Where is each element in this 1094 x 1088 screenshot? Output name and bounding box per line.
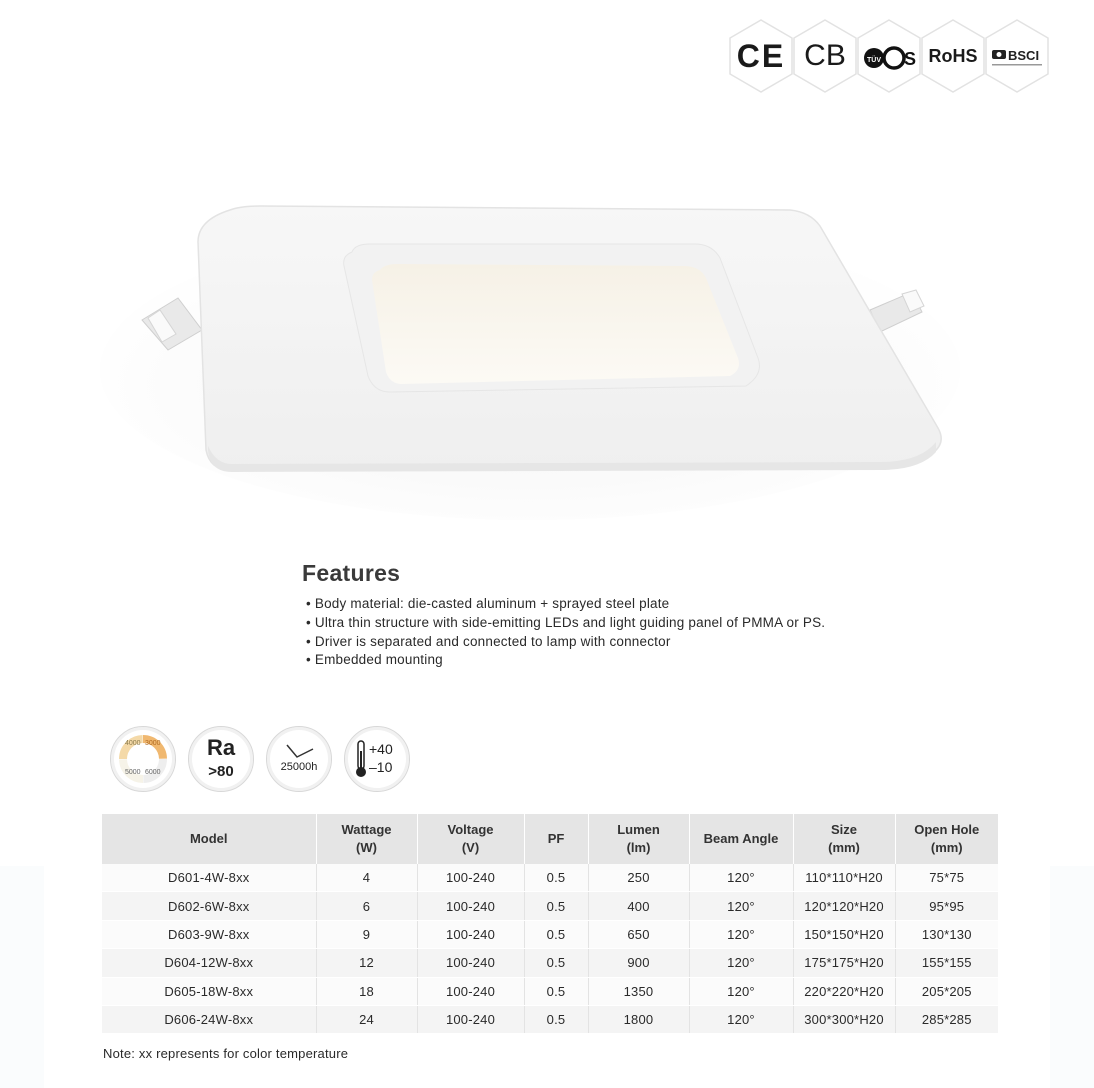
table-row xyxy=(102,892,998,920)
col-header-lumen: Lumen (lm) xyxy=(588,814,689,864)
spec-badges xyxy=(110,726,410,792)
col-header-model: Model xyxy=(102,814,316,864)
table-row xyxy=(102,949,998,977)
table-cell: 100-240 xyxy=(417,949,524,977)
table-cell: 900 xyxy=(588,949,689,977)
feature-item: • Ultra thin structure with side-emitting LEDs and light guiding panel of PMMA or PS. xyxy=(306,614,1002,633)
table-cell: 120° xyxy=(689,920,793,948)
table-cell: 12 xyxy=(316,949,417,977)
svg-text:S: S xyxy=(904,49,917,69)
table-cell: 120*120*H20 xyxy=(793,892,895,920)
feature-item: • Body material: die-casted aluminum + sprayed steel plate xyxy=(306,595,1002,614)
cct-badge-icon xyxy=(110,726,176,792)
svg-text:TÜV: TÜV xyxy=(867,57,881,64)
bsci-logo xyxy=(984,18,1050,94)
table-cell: 100-240 xyxy=(417,892,524,920)
certification-logos xyxy=(728,18,1058,102)
table-cell: D605-18W-8xx xyxy=(102,977,316,1005)
right-edge-fade xyxy=(1050,866,1094,1088)
table-cell: D604-12W-8xx xyxy=(102,949,316,977)
table-cell: 9 xyxy=(316,920,417,948)
table-cell: 155*155 xyxy=(895,949,998,977)
features-title: Features xyxy=(302,560,401,586)
table-cell: D603-9W-8xx xyxy=(102,920,316,948)
table-cell: 120° xyxy=(689,892,793,920)
col-header-wattage: Wattage (W) xyxy=(316,814,417,864)
temp-min: –10 xyxy=(369,759,393,775)
table-cell: 120° xyxy=(689,949,793,977)
table-cell: 120° xyxy=(689,864,793,892)
left-edge-fade xyxy=(0,866,44,1088)
table-cell: 110*110*H20 xyxy=(793,864,895,892)
cct-neutral-label: 4000 xyxy=(125,740,141,747)
table-cell: 120° xyxy=(689,1005,793,1033)
table-cell: 18 xyxy=(316,977,417,1005)
table-cell: 1350 xyxy=(588,977,689,1005)
cct-daylight-label: 6000 xyxy=(145,769,161,776)
table-cell: 285*285 xyxy=(895,1005,998,1033)
table-cell: 100-240 xyxy=(417,920,524,948)
cct-warm-label: 3000 xyxy=(145,740,161,747)
table-cell: 6 xyxy=(316,892,417,920)
col-header-size: Size (mm) xyxy=(793,814,895,864)
col-header-beam-angle: Beam Angle xyxy=(689,814,793,864)
table-cell: 120° xyxy=(689,977,793,1005)
tuv-gs-logo xyxy=(856,18,922,94)
table-cell: 95*95 xyxy=(895,892,998,920)
cct-cool-label: 5000 xyxy=(125,769,141,776)
table-row xyxy=(102,920,998,948)
table-cell: 130*130 xyxy=(895,920,998,948)
col-header-pf: PF xyxy=(524,814,588,864)
table-cell: 4 xyxy=(316,864,417,892)
table-cell: D601-4W-8xx xyxy=(102,864,316,892)
table-cell: 205*205 xyxy=(895,977,998,1005)
table-cell: 175*175*H20 xyxy=(793,949,895,977)
cb-mark-logo: CB xyxy=(792,18,858,94)
table-cell: 24 xyxy=(316,1005,417,1033)
col-header-open-hole: Open Hole (mm) xyxy=(895,814,998,864)
ce-mark-logo: CE xyxy=(728,18,794,94)
table-cell: 0.5 xyxy=(524,977,588,1005)
table-cell: 220*220*H20 xyxy=(793,977,895,1005)
temp-max: +40 xyxy=(369,741,393,757)
svg-text:BSCI: BSCI xyxy=(1008,48,1040,63)
ra-value: >80 xyxy=(208,763,234,780)
ra-symbol: Ra xyxy=(206,735,236,760)
col-header-voltage: Voltage (V) xyxy=(417,814,524,864)
features-section xyxy=(302,560,1002,670)
table-cell: 150*150*H20 xyxy=(793,920,895,948)
table-cell: D606-24W-8xx xyxy=(102,1005,316,1033)
spec-table xyxy=(102,814,998,1034)
feature-item: • Embedded mounting xyxy=(306,651,1002,670)
table-cell: 75*75 xyxy=(895,864,998,892)
table-cell: 250 xyxy=(588,864,689,892)
lifetime-badge-icon xyxy=(266,726,332,792)
table-cell: 650 xyxy=(588,920,689,948)
table-header-row xyxy=(102,814,998,864)
table-cell: 400 xyxy=(588,892,689,920)
table-row xyxy=(102,1005,998,1033)
table-cell: D602-6W-8xx xyxy=(102,892,316,920)
table-cell: 100-240 xyxy=(417,1005,524,1033)
table-cell: 100-240 xyxy=(417,977,524,1005)
feature-item: • Driver is separated and connected to lamp with connector xyxy=(306,633,1002,652)
ra-badge-icon xyxy=(188,726,254,792)
table-cell: 0.5 xyxy=(524,949,588,977)
rohs-logo: RoHS xyxy=(920,18,986,94)
product-image-square-panel xyxy=(90,180,970,540)
footnote: Note: xx represents for color temperature xyxy=(103,1046,349,1061)
temperature-badge-icon xyxy=(344,726,410,792)
table-cell: 100-240 xyxy=(417,864,524,892)
lifetime-value: 25000h xyxy=(280,761,318,773)
table-cell: 0.5 xyxy=(524,1005,588,1033)
features-list xyxy=(302,595,1002,670)
table-row xyxy=(102,864,998,892)
table-cell: 0.5 xyxy=(524,920,588,948)
table-cell: 0.5 xyxy=(524,864,588,892)
table-cell: 1800 xyxy=(588,1005,689,1033)
table-row xyxy=(102,977,998,1005)
table-cell: 300*300*H20 xyxy=(793,1005,895,1033)
table-cell: 0.5 xyxy=(524,892,588,920)
